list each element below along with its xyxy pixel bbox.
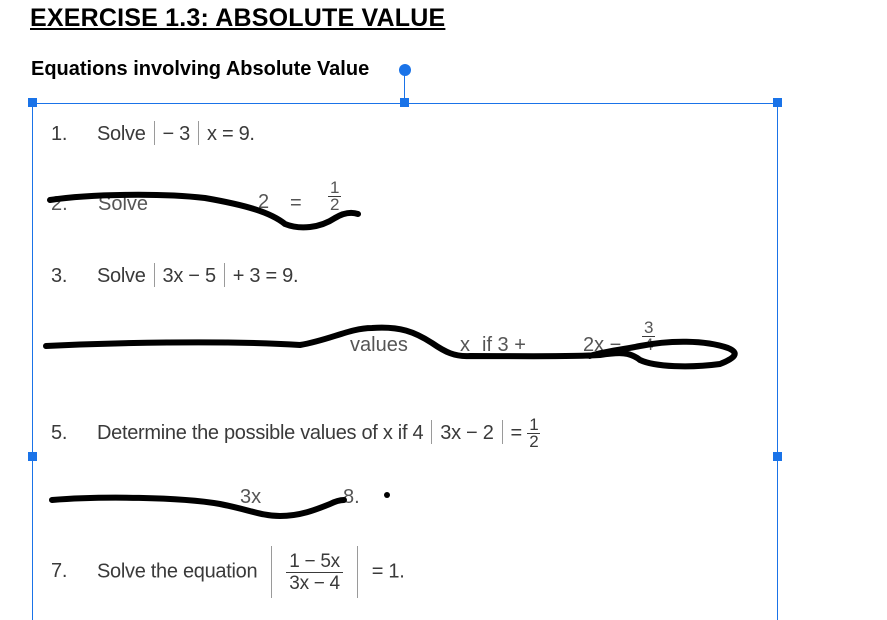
struck-text: Solve: [98, 193, 149, 215]
fraction: $\frac{1}{2}$: [529, 415, 539, 451]
struck-text: 2: [258, 191, 270, 213]
question-number: 3.: [51, 265, 68, 287]
abs-expression: 3x − 2: [440, 421, 494, 444]
question-text: Solve: [97, 123, 146, 145]
equation-rhs: + 3 = 9.: [232, 265, 299, 287]
scribble-q2: [50, 195, 358, 228]
fraction: $\frac{3}{4}$: [644, 318, 654, 354]
abs-expression: 3x − 5: [162, 265, 216, 287]
struck-text: 2x −: [583, 334, 622, 356]
struck-text: 8.: [343, 486, 360, 508]
struck-text: =: [290, 192, 302, 214]
document-subtitle: Equations involving Absolute Value: [31, 58, 370, 80]
scribble-q4: [46, 328, 735, 367]
question-number: 5.: [51, 421, 68, 444]
struck-text: x: [460, 334, 470, 356]
question-number: 7.: [51, 560, 68, 583]
question-number: 2.: [51, 193, 68, 215]
struck-text: values: [350, 334, 408, 356]
fraction: $\frac{1}{2}$: [330, 178, 340, 214]
question-number: 1.: [51, 123, 68, 145]
struck-text: 3x: [240, 486, 262, 508]
abs-expression: − 3: [162, 123, 190, 145]
scribble-q6: [52, 498, 344, 516]
variable: x: [382, 421, 393, 444]
equals-sign: =: [510, 421, 522, 444]
question-text: Solve the equation: [97, 560, 258, 583]
fraction: $\frac{1 - 5x}{3x - 4}$: [286, 551, 343, 594]
question-text: if 4: [397, 421, 424, 444]
question-text: Solve: [97, 265, 146, 287]
document-title: EXERCISE 1.3: ABSOLUTE VALUE: [30, 4, 446, 32]
equation-rhs: = 1.: [371, 560, 405, 583]
equation-rhs: x = 9.: [207, 123, 255, 145]
question-text: Determine the possible values of: [97, 421, 378, 444]
struck-text: if 3 +: [482, 334, 526, 356]
